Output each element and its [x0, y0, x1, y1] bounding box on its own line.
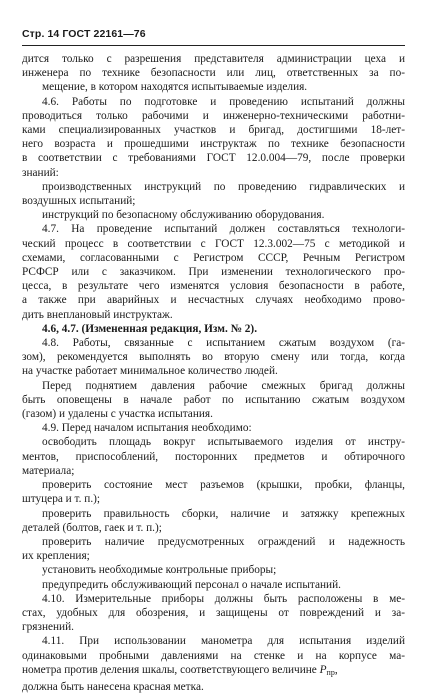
- paragraph-4-7: [22, 222, 405, 321]
- text-line: инструкций по безопасному обслуживанию оборудования.: [42, 209, 325, 222]
- text-line: быть оповещены в начале работ по испытанию сжатым воздухом: [22, 393, 405, 406]
- symbol-suffix: ,: [334, 663, 338, 676]
- text-line: инженера по технике безопасности или лиц, ответственных за по-: [22, 67, 405, 80]
- text-line: цесса, в результате чего изменятся условия безопасности в работе,: [22, 280, 405, 293]
- text-line: Перед поднятием давления рабочие смежных бригад должны: [42, 379, 405, 392]
- text-line: (газом) и удалены с участка испытания.: [22, 408, 213, 421]
- text-line: проверить наличие предусмотренных ограждений и надежность: [42, 535, 405, 548]
- text-line: производственных инструкций по проведению гидравлических и: [42, 180, 405, 193]
- text-line: освободить площадь вокруг испытываемого изделия от инстру-: [42, 436, 405, 449]
- text-line: в соответствии с требованиями ГОСТ 12.0.004—79, после проверки: [22, 152, 405, 165]
- text-line: 4.6. Работы по подготовке и проведению испытаний должны: [42, 95, 405, 108]
- document-body: [22, 52, 405, 694]
- text-line: проверить правильность сборки, наличие и затяжку крепежных: [42, 507, 405, 520]
- paragraph-4-11: [22, 634, 405, 694]
- text-line: проводиться только рабочими и инженерно-техническими работни-: [22, 109, 405, 122]
- paragraph-4-10: [22, 592, 405, 635]
- paragraph-4-8: [22, 336, 405, 379]
- pressure-symbol-subscript: пр: [326, 667, 335, 677]
- list-item-install-gauges: [22, 563, 405, 577]
- text-line: нометра против деления шкалы, соответствующего величине: [22, 663, 320, 676]
- text-line: него возраста и прошедшими инструктаж по технике безопасности: [22, 138, 405, 151]
- text-line: 4.9. Перед началом испытания необходимо:: [42, 422, 252, 435]
- text-line: знаний:: [22, 166, 59, 179]
- text-line-with-symbol: [22, 663, 405, 680]
- text-line: стах, удобных для обозрения, и защищены от повреждений и за-: [22, 606, 405, 619]
- text-line: воздушных испытаний;: [22, 195, 136, 208]
- text-line: схемами, согласованными с Регистром СССР, Речным Регистром: [22, 251, 405, 264]
- text-line: ческий процесс в соответствии с ГОСТ 12.3.002—75 с методикой и: [22, 237, 405, 250]
- text-line: дится только с разрешения представителя администрации цеха и: [22, 53, 405, 65]
- text-line: деталей (болтов, гаек и т. п.);: [22, 521, 162, 534]
- text-line: РСФСР или с заказчиком. При изменении технологического про-: [22, 266, 405, 279]
- text-line: проверить состояние мест разъемов (крышки, пробки, фланцы,: [42, 479, 405, 492]
- header-rule: [22, 45, 405, 46]
- text-line: грязнений.: [22, 621, 74, 634]
- text-line: их крепления;: [22, 550, 90, 563]
- list-item-clear-area: [22, 435, 405, 478]
- text-line: на участке работает минимальное количество людей.: [22, 365, 278, 378]
- page-header: Стр. 14 ГОСТ 22161—76: [22, 28, 146, 40]
- list-item-check-assembly: [22, 507, 405, 535]
- paragraph-4-9: [22, 421, 405, 435]
- text-line: 4.7. На проведение испытаний должен составляться технологи-: [42, 223, 405, 236]
- text-line: должна быть нанесена красная метка.: [22, 680, 204, 693]
- text-line: 4.10. Измерительные приборы должны быть расположены в ме-: [42, 592, 405, 605]
- text-line: одинаковыми пробными давлениями на стенке и на корпусе ма-: [22, 649, 405, 662]
- text-line: 4.6, 4.7. (Измененная редакция, Изм. № 2).: [42, 322, 258, 335]
- text-line: зом), рекомендуется выполнять во вторую смену или тогда, когда: [22, 351, 405, 364]
- text-line: ментов, приспособлений, посторонних предметов и обтирочного: [22, 450, 405, 463]
- text-line: материала;: [22, 464, 75, 477]
- text-line: 4.8. Работы, связанные с испытанием сжатым воздухом (га-: [42, 337, 405, 350]
- text-line: мещение, в котором находятся испытываемые изделия.: [42, 81, 308, 94]
- text-line: установить необходимые контрольные приборы;: [42, 564, 277, 577]
- list-item-check-joints: [22, 478, 405, 506]
- list-item-check-guards: [22, 535, 405, 563]
- paragraph-pressure-warning: [22, 379, 405, 422]
- list-item-warn-personnel: [22, 578, 405, 592]
- text-line: а также при аварийных и несчастных случаях необходимо прово-: [22, 294, 405, 307]
- paragraph-4-6: [22, 95, 405, 180]
- paragraph-continuation: [22, 52, 405, 95]
- text-line: 4.11. При использовании манометра для испытания изделий: [42, 635, 405, 648]
- list-item-instructions-hydraulic: [22, 180, 405, 208]
- text-line: ками специализированных участков и бригад, достигшими 18-лет-: [22, 124, 405, 137]
- text-line: предупредить обслуживающий персонал о начале испытаний.: [42, 578, 341, 591]
- pressure-symbol: P: [319, 663, 327, 676]
- text-line: штуцера и т. п.);: [22, 493, 101, 506]
- amendment-note: [22, 322, 405, 336]
- list-item-instructions-safety: [22, 208, 405, 222]
- text-line: дить внеплановый инструктаж.: [22, 308, 173, 321]
